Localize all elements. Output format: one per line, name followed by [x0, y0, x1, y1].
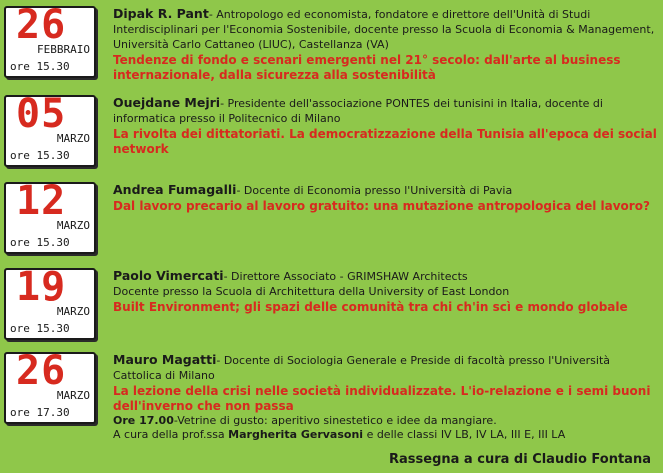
event-time: ore 17.30 [10, 406, 70, 419]
speaker-description: - Docente di Sociologia Generale e Preside di facoltà presso l'Università Cattolica di Milano [113, 354, 611, 382]
talk-topic: Built Environment; gli spazi delle comunità tra chi ch'in scì e mondo globale [113, 300, 628, 314]
event-content [113, 6, 657, 83]
credit-suffix: e delle classi IV LB, IV LA, III E, III LA [366, 428, 566, 441]
talk-topic: Dal lavoro precario al lavoro gratuito: una mutazione antropologica del lavoro? [113, 199, 650, 213]
speaker-name: Dipak R. Pant [113, 6, 209, 21]
speaker-description: - Antropologo ed economista, fondatore e direttore dell'Unità di Studi Interdisciplinari per l'Economia Sostenibile, docente presso la Scuola di Economia & Management, Università Carlo Cattaneo (LIUC), Castellanza (VA) [113, 8, 655, 51]
date-box [4, 178, 96, 254]
credit-prefix: A cura della prof.ssa [113, 428, 225, 441]
talk-topic: La rivolta dei dittatoriati. La democratizzazione della Tunisia all'epoca dei social network [113, 127, 657, 156]
speaker-description: - Direttore Associato - GRIMSHAW Architects [223, 270, 468, 283]
event-day: 05 [16, 91, 67, 137]
footer-credit: Rassegna a cura di Claudio Fontana [389, 452, 651, 467]
event-time: ore 15.30 [10, 322, 70, 335]
event-content [113, 95, 657, 157]
event-month: FEBBRAIO [37, 43, 90, 56]
event-time: ore 15.30 [10, 60, 70, 73]
date-box [4, 2, 96, 78]
date-box [4, 264, 96, 340]
event-month: MARZO [56, 305, 90, 318]
talk-topic: La lezione della crisi nelle società individualizzate. L'io-relazione e i semi buoni dell'inverno che non passa [113, 384, 651, 413]
speaker-description: - Presidente dell'associazione PONTES dei tunisini in Italia, docente di informatica presso il Politecnico di Milano [113, 97, 603, 125]
event-month: MARZO [56, 219, 90, 232]
speaker-name: Andrea Fumagalli [113, 182, 237, 197]
event-time: ore 15.30 [10, 149, 70, 162]
event-month: MARZO [56, 389, 90, 402]
speaker-name: Paolo Vimercati [113, 268, 224, 283]
date-box [4, 348, 96, 424]
aperitivo-time: Ore 17.00 [113, 414, 174, 427]
speaker-description-2: Docente presso la Scuola di Architettura della University of East London [113, 285, 510, 298]
date-box [4, 91, 96, 167]
speaker-name: Ouejdane Mejri [113, 95, 221, 110]
event-content [113, 268, 657, 315]
credit-note [113, 428, 657, 442]
event-content [113, 182, 657, 214]
event-day: 19 [16, 264, 67, 310]
speaker-name: Mauro Magatti [113, 352, 217, 367]
event-day: 26 [16, 2, 67, 48]
event-content [113, 352, 657, 442]
event-day: 26 [16, 348, 67, 394]
talk-topic: Tendenze di fondo e scenari emergenti nel 21° secolo: dall'arte al business internazionale, dalla sicurezza alla sostenibilità [113, 53, 621, 82]
credit-name: Margherita Gervasoni [228, 428, 364, 441]
speaker-description: - Docente di Economia presso l'Università di Pavia [236, 184, 513, 197]
event-day: 12 [16, 178, 67, 224]
event-time: ore 15.30 [10, 236, 70, 249]
event-month: MARZO [56, 132, 90, 145]
aperitivo-text: -Vetrine di gusto: aperitivo sinestetico e idee da mangiare. [173, 414, 497, 427]
aperitivo-note [113, 414, 657, 428]
